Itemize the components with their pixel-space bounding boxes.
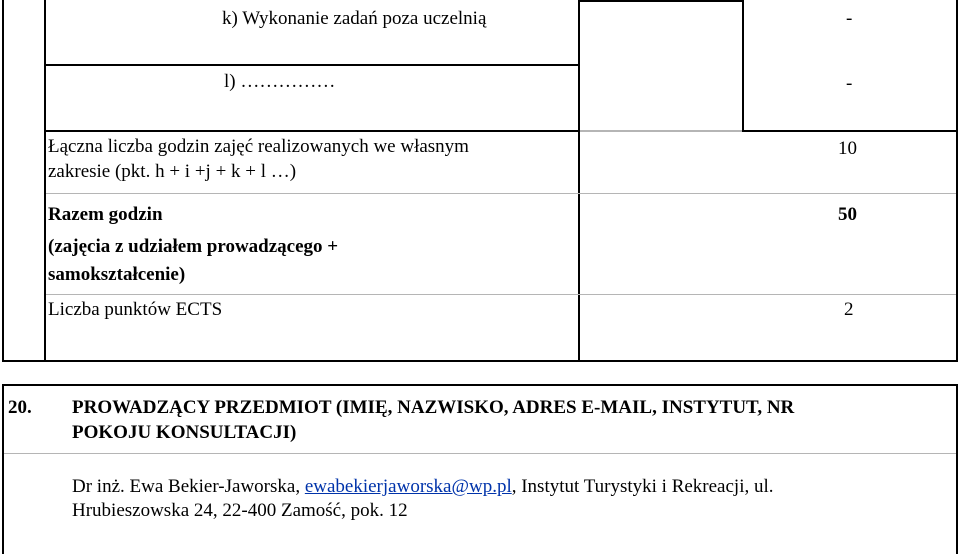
row-l-label: l) …………… [224,71,336,92]
section20-top-border [2,384,958,386]
table-inner-left-border [44,0,46,362]
column-divider [578,0,580,362]
lecturer-line2: Hrubieszowska 24, 22-400 Zamość, pok. 12 [72,500,408,521]
column-divider-2 [742,0,744,132]
lecturer-line1 [72,475,774,499]
ects-value: 2 [844,299,854,320]
total-hours-value: 50 [838,204,857,225]
total-own-label-line2: zakresie (pkt. h + i +j + k + l …) [48,161,297,182]
lecturer-institute: , Instytut Turystyki i Rekreacji, ul. [511,476,774,497]
section20-divider [4,453,956,454]
section20-left-border [2,384,4,554]
total-hours-label-line2: (zajęcia z udziałem prowadzącego + [48,236,339,257]
row-k-label: k) Wykonanie zadań poza uczelnią [222,8,487,29]
row-k-top-border [578,0,744,2]
row-l-value: - [846,73,853,94]
lecturer-email-link[interactable]: ewabekierjaworska@wp.pl [304,476,512,497]
row-l-bottom-shade [580,130,742,132]
total-hours-label-line1: Razem godzin [48,204,163,225]
ects-label: Liczba punktów ECTS [48,299,223,320]
total-hours-label-line3: samokształcenie) [48,264,186,285]
section20-heading-line2: POKOJU KONSULTACJI) [72,422,297,443]
table-right-border [956,0,958,362]
total-own-label-line1: Łączna liczba godzin zajęć realizowanych we własnym [48,136,469,157]
section20-number: 20. [8,397,32,418]
row-l-bottom-border [44,130,580,132]
row-total-hours-bottom-border [46,294,956,295]
table-left-border [2,0,4,362]
row-total-own-bottom-border [46,193,956,194]
row-k-value: - [846,8,853,29]
table-bottom-border [2,360,958,362]
lecturer-name: Dr inż. Ewa Bekier-Jaworska, [72,476,305,497]
row-k-bottom-border [44,64,580,66]
row-l-bottom-border-right [742,130,958,132]
total-own-value: 10 [838,138,857,159]
section20-right-border [956,384,958,554]
section20-heading-line1: PROWADZĄCY PRZEDMIOT (IMIĘ, NAZWISKO, ADRES E-MAIL, INSTYTUT, NR [72,397,795,418]
